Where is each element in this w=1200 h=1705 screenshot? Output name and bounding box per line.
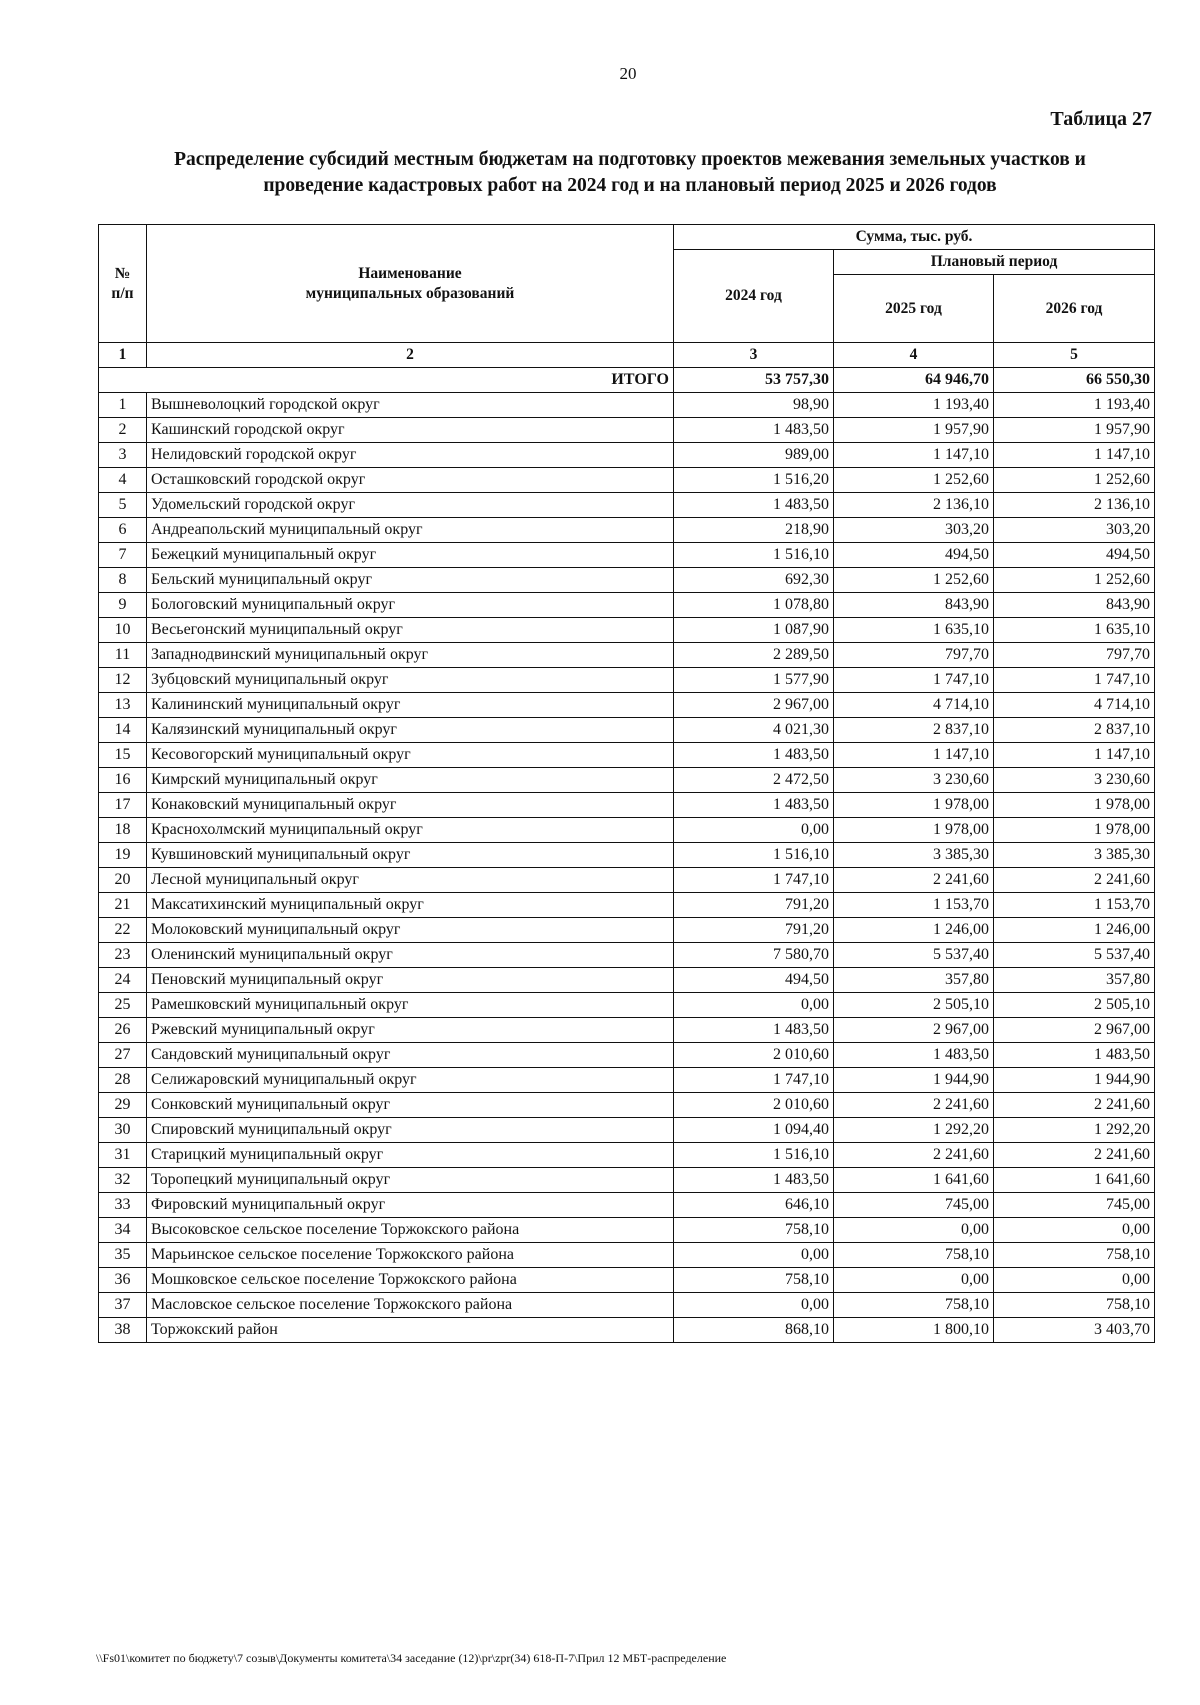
- row-number: 35: [99, 1243, 147, 1268]
- municipality-name: Спировский муниципальный округ: [147, 1118, 674, 1143]
- amount-2025: 745,00: [834, 1193, 994, 1218]
- table-row: [99, 693, 1155, 718]
- table-row: [99, 1243, 1155, 1268]
- municipality-name: Бежецкий муниципальный округ: [147, 543, 674, 568]
- amount-2026: 1 252,60: [994, 468, 1155, 493]
- table-row: [99, 993, 1155, 1018]
- row-number: 29: [99, 1093, 147, 1118]
- amount-2025: 1 483,50: [834, 1043, 994, 1068]
- table-row: [99, 643, 1155, 668]
- amount-2024: 1 483,50: [674, 743, 834, 768]
- municipality-name: Андреапольский муниципальный округ: [147, 518, 674, 543]
- amount-2025: 1 193,40: [834, 393, 994, 418]
- amount-2024: 98,90: [674, 393, 834, 418]
- table-row: [99, 1218, 1155, 1243]
- amount-2025: 2 967,00: [834, 1018, 994, 1043]
- table-row: [99, 768, 1155, 793]
- amount-2024: 1 747,10: [674, 868, 834, 893]
- municipality-name: Весьегонский муниципальный округ: [147, 618, 674, 643]
- municipality-name: Вышневолоцкий городской округ: [147, 393, 674, 418]
- amount-2025: 1 957,90: [834, 418, 994, 443]
- amount-2024: 2 472,50: [674, 768, 834, 793]
- amount-2025: 758,10: [834, 1243, 994, 1268]
- row-number: 26: [99, 1018, 147, 1043]
- row-number: 22: [99, 918, 147, 943]
- row-number: 19: [99, 843, 147, 868]
- amount-2024: 0,00: [674, 1243, 834, 1268]
- amount-2026: 843,90: [994, 593, 1155, 618]
- amount-2026: 797,70: [994, 643, 1155, 668]
- amount-2026: 2 505,10: [994, 993, 1155, 1018]
- municipality-name: Сонковский муниципальный округ: [147, 1093, 674, 1118]
- row-number: 4: [99, 468, 147, 493]
- row-number: 17: [99, 793, 147, 818]
- municipality-name: Оленинский муниципальный округ: [147, 943, 674, 968]
- amount-2024: 646,10: [674, 1193, 834, 1218]
- municipality-name: Кимрский муниципальный округ: [147, 768, 674, 793]
- table-row: [99, 1268, 1155, 1293]
- municipality-name: Высоковское сельское поселение Торжокского района: [147, 1218, 674, 1243]
- header-num: [99, 225, 147, 343]
- total-label: ИТОГО: [99, 368, 674, 393]
- amount-2025: 1 147,10: [834, 743, 994, 768]
- row-number: 1: [99, 393, 147, 418]
- row-number: 27: [99, 1043, 147, 1068]
- total-row: [99, 368, 1155, 393]
- table-row: [99, 493, 1155, 518]
- header-2025: 2025 год: [834, 275, 994, 343]
- table-row: [99, 668, 1155, 693]
- amount-2026: 745,00: [994, 1193, 1155, 1218]
- amount-2025: 5 537,40: [834, 943, 994, 968]
- row-number: 6: [99, 518, 147, 543]
- municipality-name: Мошковское сельское поселение Торжокского района: [147, 1268, 674, 1293]
- table-row: [99, 618, 1155, 643]
- table-row: [99, 418, 1155, 443]
- table-row: [99, 468, 1155, 493]
- col-number: 1: [99, 343, 147, 368]
- amount-2025: 1 944,90: [834, 1068, 994, 1093]
- amount-2024: 868,10: [674, 1318, 834, 1343]
- table-row: [99, 1068, 1155, 1093]
- amount-2026: 1 635,10: [994, 618, 1155, 643]
- amount-2026: 2 967,00: [994, 1018, 1155, 1043]
- table-row: [99, 568, 1155, 593]
- amount-2025: 2 241,60: [834, 868, 994, 893]
- amount-2024: 1 516,10: [674, 543, 834, 568]
- amount-2026: 1 193,40: [994, 393, 1155, 418]
- row-number: 23: [99, 943, 147, 968]
- amount-2024: 1 483,50: [674, 1018, 834, 1043]
- header-2026: 2026 год: [994, 275, 1155, 343]
- amount-2026: 0,00: [994, 1218, 1155, 1243]
- amount-2024: 1 078,80: [674, 593, 834, 618]
- municipality-name: Масловское сельское поселение Торжокского района: [147, 1293, 674, 1318]
- municipality-name: Западнодвинский муниципальный округ: [147, 643, 674, 668]
- row-number: 11: [99, 643, 147, 668]
- col-number: 4: [834, 343, 994, 368]
- municipality-name: Пеновский муниципальный округ: [147, 968, 674, 993]
- table-row: [99, 518, 1155, 543]
- amount-2025: 2 241,60: [834, 1093, 994, 1118]
- row-number: 33: [99, 1193, 147, 1218]
- amount-2026: 1 483,50: [994, 1043, 1155, 1068]
- header-2024: 2024 год: [674, 250, 834, 343]
- amount-2026: 2 837,10: [994, 718, 1155, 743]
- municipality-name: Максатихинский муниципальный округ: [147, 893, 674, 918]
- municipality-name: Осташковский городской округ: [147, 468, 674, 493]
- amount-2025: 1 292,20: [834, 1118, 994, 1143]
- municipality-name: Селижаровский муниципальный округ: [147, 1068, 674, 1093]
- row-number: 7: [99, 543, 147, 568]
- amount-2025: 758,10: [834, 1293, 994, 1318]
- amount-2025: 1 978,00: [834, 818, 994, 843]
- amount-2026: 758,10: [994, 1243, 1155, 1268]
- row-number: 37: [99, 1293, 147, 1318]
- row-number: 36: [99, 1268, 147, 1293]
- amount-2024: 758,10: [674, 1218, 834, 1243]
- amount-2025: 2 136,10: [834, 493, 994, 518]
- table-row: [99, 543, 1155, 568]
- col-number: 3: [674, 343, 834, 368]
- amount-2024: 1 516,10: [674, 843, 834, 868]
- table-row: [99, 593, 1155, 618]
- amount-2024: 989,00: [674, 443, 834, 468]
- municipality-name: Сандовский муниципальный округ: [147, 1043, 674, 1068]
- amount-2026: 1 978,00: [994, 818, 1155, 843]
- header-sum: Сумма, тыс. руб.: [674, 225, 1155, 250]
- amount-2024: 758,10: [674, 1268, 834, 1293]
- municipality-name: Конаковский муниципальный округ: [147, 793, 674, 818]
- col-number: 5: [994, 343, 1155, 368]
- municipality-name: Молоковский муниципальный округ: [147, 918, 674, 943]
- amount-2024: 2 010,60: [674, 1043, 834, 1068]
- amount-2026: 1 147,10: [994, 743, 1155, 768]
- amount-2025: 1 635,10: [834, 618, 994, 643]
- row-number: 28: [99, 1068, 147, 1093]
- amount-2026: 2 241,60: [994, 1143, 1155, 1168]
- amount-2024: 0,00: [674, 1293, 834, 1318]
- amount-2024: 0,00: [674, 993, 834, 1018]
- amount-2025: 0,00: [834, 1268, 994, 1293]
- amount-2024: 1 483,50: [674, 493, 834, 518]
- amount-2026: 1 246,00: [994, 918, 1155, 943]
- amount-2025: 3 385,30: [834, 843, 994, 868]
- amount-2024: 218,90: [674, 518, 834, 543]
- municipality-name: Калининский муниципальный округ: [147, 693, 674, 718]
- table-row: [99, 1318, 1155, 1343]
- amount-2025: 2 505,10: [834, 993, 994, 1018]
- amount-2024: 1 516,10: [674, 1143, 834, 1168]
- title-line-1: Распределение субсидий местным бюджетам на подготовку проектов межевания земельных участков и: [174, 149, 1086, 170]
- municipality-name: Калязинский муниципальный округ: [147, 718, 674, 743]
- total-2024: 53 757,30: [674, 368, 834, 393]
- row-number: 32: [99, 1168, 147, 1193]
- row-number: 8: [99, 568, 147, 593]
- subsidy-table: [98, 224, 1155, 1343]
- amount-2026: 2 241,60: [994, 1093, 1155, 1118]
- row-number: 3: [99, 443, 147, 468]
- amount-2026: 1 944,90: [994, 1068, 1155, 1093]
- municipality-name: Нелидовский городской округ: [147, 443, 674, 468]
- amount-2025: 1 147,10: [834, 443, 994, 468]
- amount-2025: 4 714,10: [834, 693, 994, 718]
- amount-2024: 7 580,70: [674, 943, 834, 968]
- total-2026: 66 550,30: [994, 368, 1155, 393]
- header-num-line1: №: [114, 264, 131, 282]
- total-2025: 64 946,70: [834, 368, 994, 393]
- amount-2025: 303,20: [834, 518, 994, 543]
- amount-2025: 1 153,70: [834, 893, 994, 918]
- amount-2025: 1 246,00: [834, 918, 994, 943]
- row-number: 20: [99, 868, 147, 893]
- amount-2024: 1 747,10: [674, 1068, 834, 1093]
- amount-2024: 1 577,90: [674, 668, 834, 693]
- table-row: [99, 718, 1155, 743]
- amount-2026: 1 252,60: [994, 568, 1155, 593]
- amount-2026: 1 747,10: [994, 668, 1155, 693]
- amount-2025: 0,00: [834, 1218, 994, 1243]
- header-num-line2: п/п: [111, 284, 134, 302]
- amount-2024: 1 483,50: [674, 793, 834, 818]
- municipality-name: Бологовский муниципальный округ: [147, 593, 674, 618]
- amount-2025: 843,90: [834, 593, 994, 618]
- amount-2026: 303,20: [994, 518, 1155, 543]
- amount-2025: 494,50: [834, 543, 994, 568]
- header-name: [147, 225, 674, 343]
- municipality-name: Ржевский муниципальный округ: [147, 1018, 674, 1043]
- municipality-name: Кашинский городской округ: [147, 418, 674, 443]
- amount-2026: 1 147,10: [994, 443, 1155, 468]
- row-number: 16: [99, 768, 147, 793]
- table-row: [99, 793, 1155, 818]
- municipality-name: Марьинское сельское поселение Торжокского района: [147, 1243, 674, 1268]
- row-number: 5: [99, 493, 147, 518]
- row-number: 21: [99, 893, 147, 918]
- row-number: 14: [99, 718, 147, 743]
- amount-2025: 1 800,10: [834, 1318, 994, 1343]
- table-row: [99, 1018, 1155, 1043]
- row-number: 12: [99, 668, 147, 693]
- amount-2025: 357,80: [834, 968, 994, 993]
- table-row: [99, 393, 1155, 418]
- municipality-name: Зубцовский муниципальный округ: [147, 668, 674, 693]
- amount-2026: 2 241,60: [994, 868, 1155, 893]
- municipality-name: Лесной муниципальный округ: [147, 868, 674, 893]
- amount-2025: 797,70: [834, 643, 994, 668]
- row-number: 15: [99, 743, 147, 768]
- amount-2025: 1 747,10: [834, 668, 994, 693]
- amount-2026: 3 403,70: [994, 1318, 1155, 1343]
- row-number: 38: [99, 1318, 147, 1343]
- municipality-name: Кувшиновский муниципальный округ: [147, 843, 674, 868]
- table-row: [99, 1293, 1155, 1318]
- amount-2024: 791,20: [674, 918, 834, 943]
- header-name-line1: Наименование: [358, 264, 462, 282]
- municipality-name: Бельский муниципальный округ: [147, 568, 674, 593]
- amount-2024: 791,20: [674, 893, 834, 918]
- amount-2026: 3 230,60: [994, 768, 1155, 793]
- row-number: 13: [99, 693, 147, 718]
- table-row: [99, 1093, 1155, 1118]
- table-row: [99, 918, 1155, 943]
- amount-2026: 1 957,90: [994, 418, 1155, 443]
- amount-2025: 1 641,60: [834, 1168, 994, 1193]
- table-row: [99, 443, 1155, 468]
- amount-2024: 1 516,20: [674, 468, 834, 493]
- row-number: 10: [99, 618, 147, 643]
- municipality-name: Удомельский городской округ: [147, 493, 674, 518]
- table-row: [99, 1193, 1155, 1218]
- col-number: 2: [147, 343, 674, 368]
- table-row: [99, 868, 1155, 893]
- amount-2026: 2 136,10: [994, 493, 1155, 518]
- header-name-line2: муниципальных образований: [305, 284, 515, 302]
- amount-2024: 1 483,50: [674, 1168, 834, 1193]
- row-number: 34: [99, 1218, 147, 1243]
- header-plan-period: Плановый период: [834, 250, 1155, 275]
- municipality-name: Торопецкий муниципальный округ: [147, 1168, 674, 1193]
- amount-2026: 1 153,70: [994, 893, 1155, 918]
- document-title: [100, 147, 1160, 199]
- table-row: [99, 1143, 1155, 1168]
- footer-file-path: \\Fs01\комитет по бюджету\7 созыв\Документы комитета\34 заседание (12)\pr\zpr(34) 618-П-7\Прил 12 МБТ-распределение: [96, 1651, 727, 1665]
- amount-2026: 357,80: [994, 968, 1155, 993]
- amount-2026: 4 714,10: [994, 693, 1155, 718]
- municipality-name: Фировский муниципальный округ: [147, 1193, 674, 1218]
- amount-2025: 2 241,60: [834, 1143, 994, 1168]
- municipality-name: Краснохолмский муниципальный округ: [147, 818, 674, 843]
- table-row: [99, 1168, 1155, 1193]
- amount-2024: 2 967,00: [674, 693, 834, 718]
- municipality-name: Рамешковский муниципальный округ: [147, 993, 674, 1018]
- municipality-name: Кесовогорский муниципальный округ: [147, 743, 674, 768]
- amount-2024: 494,50: [674, 968, 834, 993]
- amount-2026: 3 385,30: [994, 843, 1155, 868]
- amount-2026: 1 978,00: [994, 793, 1155, 818]
- amount-2024: 692,30: [674, 568, 834, 593]
- amount-2024: 0,00: [674, 818, 834, 843]
- amount-2025: 1 978,00: [834, 793, 994, 818]
- municipality-name: Торжокский район: [147, 1318, 674, 1343]
- amount-2024: 1 094,40: [674, 1118, 834, 1143]
- table-label: Таблица 27: [1050, 108, 1152, 130]
- title-line-2: проведение кадастровых работ на 2024 год и на плановый период 2025 и 2026 годов: [263, 175, 997, 196]
- table-row: [99, 1118, 1155, 1143]
- row-number: 2: [99, 418, 147, 443]
- amount-2026: 0,00: [994, 1268, 1155, 1293]
- amount-2024: 2 289,50: [674, 643, 834, 668]
- row-number: 9: [99, 593, 147, 618]
- amount-2025: 2 837,10: [834, 718, 994, 743]
- amount-2025: 3 230,60: [834, 768, 994, 793]
- amount-2026: 5 537,40: [994, 943, 1155, 968]
- row-number: 30: [99, 1118, 147, 1143]
- amount-2026: 494,50: [994, 543, 1155, 568]
- amount-2025: 1 252,60: [834, 568, 994, 593]
- amount-2024: 1 483,50: [674, 418, 834, 443]
- amount-2024: 4 021,30: [674, 718, 834, 743]
- amount-2025: 1 252,60: [834, 468, 994, 493]
- row-number: 18: [99, 818, 147, 843]
- row-number: 31: [99, 1143, 147, 1168]
- table-row: [99, 743, 1155, 768]
- table-row: [99, 968, 1155, 993]
- table-row: [99, 893, 1155, 918]
- amount-2026: 758,10: [994, 1293, 1155, 1318]
- municipality-name: Старицкий муниципальный округ: [147, 1143, 674, 1168]
- page-number: 20: [619, 64, 637, 83]
- table-row: [99, 943, 1155, 968]
- table-row: [99, 843, 1155, 868]
- row-number: 25: [99, 993, 147, 1018]
- amount-2024: 1 087,90: [674, 618, 834, 643]
- amount-2026: 1 641,60: [994, 1168, 1155, 1193]
- table-row: [99, 1043, 1155, 1068]
- table-row: [99, 818, 1155, 843]
- amount-2024: 2 010,60: [674, 1093, 834, 1118]
- amount-2026: 1 292,20: [994, 1118, 1155, 1143]
- row-number: 24: [99, 968, 147, 993]
